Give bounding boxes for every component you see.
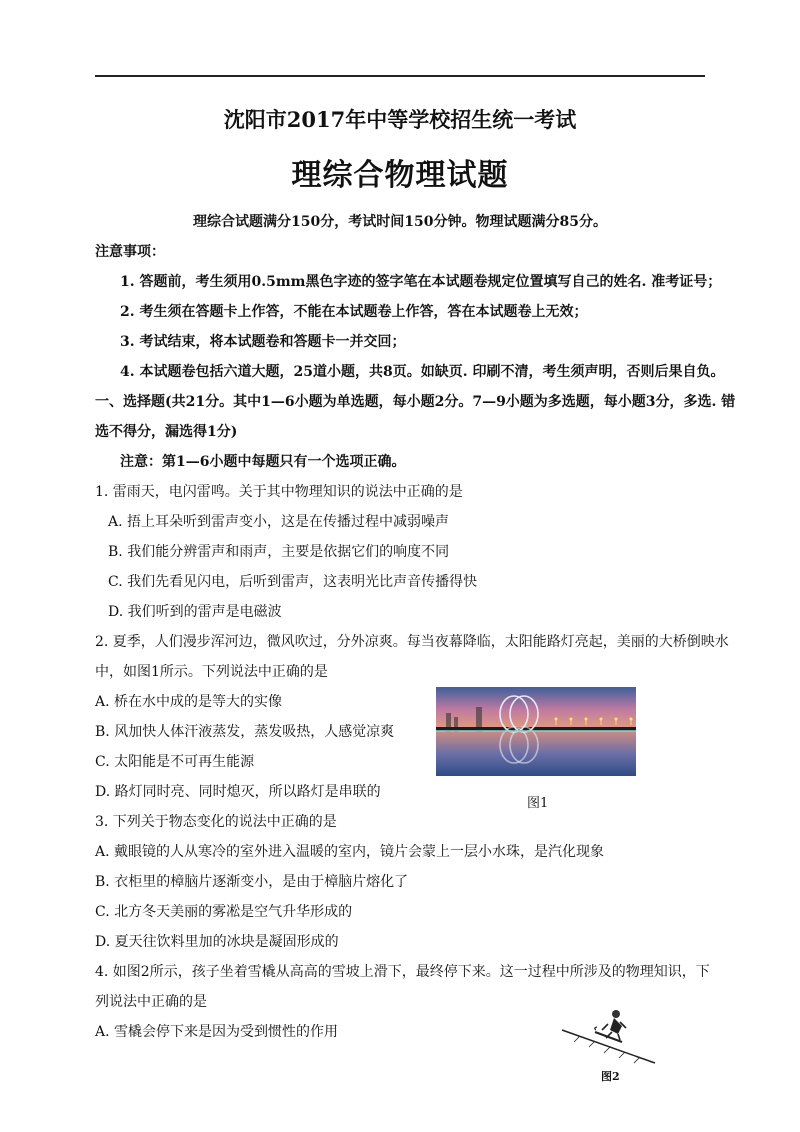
question-3-option-d: D. 夏天往饮料里加的冰块是凝固形成的 — [95, 934, 339, 950]
notice-item: 1. 答题前，考生须用0.5mm黑色字迹的签字笔在本试题卷规定位置填写自己的姓名. 准考证号； — [120, 274, 722, 290]
question-2-option-c: C. 太阳能是不可再生能源 — [95, 754, 255, 770]
question-4-option-a: A. 雪橇会停下来是因为受到惯性的作用 — [95, 1024, 339, 1040]
paper-title: 理综合物理试题 — [291, 158, 509, 193]
question-1-option-c: C. 我们先看见闪电，后听到雷声，这表明光比声音传播得快 — [108, 574, 478, 590]
section-note: 注意：第1—6小题中每题只有一个选项正确。 — [120, 454, 406, 470]
question-3-option-a: A. 戴眼镜的人从寒冷的室外进入温暖的室内，镜片会蒙上一层小水珠，是汽化现象 — [95, 844, 605, 860]
question-4-stem-cont: 列说法中正确的是 — [95, 994, 207, 1010]
section-heading: 一、选择题(共21分。其中1—6小题为单选题，每小题2分。7—9小题为多选题，每小题3分，多选. 错 — [95, 394, 736, 410]
notice-item: 3. 考试结束，将本试题卷和答题卡一并交回； — [120, 334, 406, 350]
question-4-stem: 4. 如图2所示，孩子坐着雪橇从高高的雪坡上滑下，最终停下来。这一过程中所涉及的物理知识，下 — [95, 964, 710, 980]
score-note: 理综合试题满分150分，考试时间150分钟。物理试题满分85分。 — [193, 214, 607, 230]
sled-slope-sketch — [560, 1008, 660, 1068]
section-heading-cont: 选不得分，漏选得1分) — [95, 424, 238, 440]
question-2-stem-cont: 中，如图1所示。下列说法中正确的是 — [95, 664, 328, 680]
question-2-option-d: D. 路灯同时亮、同时熄灭，所以路灯是串联的 — [95, 784, 381, 800]
figure-2-caption: 图2 — [601, 1070, 620, 1083]
top-rule — [95, 75, 705, 77]
notice-heading: 注意事项： — [95, 244, 165, 260]
question-3-option-b: B. 衣柜里的樟脑片逐渐变小，是由于樟脑片熔化了 — [95, 874, 409, 890]
exam-title: 沈阳市2017年中等学校招生统一考试 — [223, 107, 577, 132]
question-3-stem: 3. 下列关于物态变化的说法中正确的是 — [95, 814, 337, 830]
question-1-stem: 1. 雷雨天，电闪雷鸣。关于其中物理知识的说法中正确的是 — [95, 484, 463, 500]
question-3-option-c: C. 北方冬天美丽的雾凇是空气升华形成的 — [95, 904, 353, 920]
notice-item: 2. 考生须在答题卡上作答，不能在本试题卷上作答，答在本试题卷上无效； — [120, 304, 588, 320]
question-1-option-b: B. 我们能分辨雷声和雨声，主要是依据它们的响度不同 — [108, 544, 450, 560]
question-1-option-a: A. 捂上耳朵听到雷声变小，这是在传播过程中减弱噪声 — [108, 514, 450, 530]
question-1-option-d: D. 我们听到的雷声是电磁波 — [108, 604, 282, 620]
question-2-option-a: A. 桥在水中成的是等大的实像 — [95, 694, 283, 710]
question-2-stem: 2. 夏季，人们漫步浑河边，微风吹过，分外凉爽。每当夜幕降临，太阳能路灯亮起，美丽的大桥倒映水 — [95, 634, 729, 650]
question-2-option-b: B. 风加快人体汗液蒸发，蒸发吸热，人感觉凉爽 — [95, 724, 395, 740]
bridge-night-photo — [436, 687, 636, 776]
figure-1-caption: 图1 — [527, 796, 549, 811]
notice-item: 4. 本试题卷包括六道大题，25道小题，共8页。如缺页. 印刷不清，考生须声明，否则后果自负。 — [120, 364, 725, 380]
